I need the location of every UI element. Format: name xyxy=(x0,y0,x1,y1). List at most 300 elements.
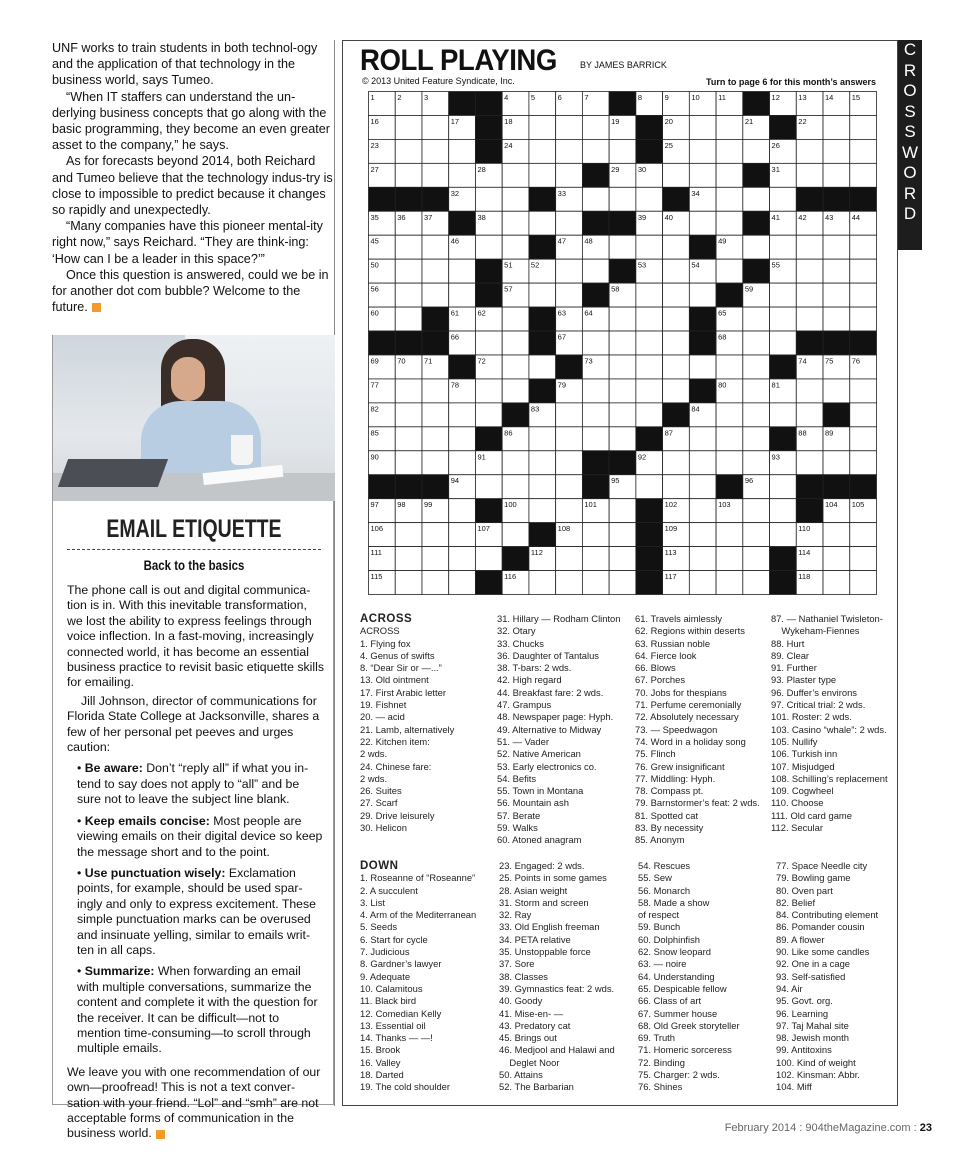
grid-cell[interactable] xyxy=(743,187,770,211)
black-square xyxy=(636,547,663,571)
sidebar-paragraph: The phone call is out and digital communica-tion is in. With this inevitable transformation, we lost the ability to express feelings through voice inflection. In a fast-moving, increasingly connected world, it has become an essential business practice to revisit basic etiquette skills for emailing. xyxy=(67,583,324,690)
clue: 27. Scarf xyxy=(360,797,398,809)
cell-number: 98 xyxy=(397,500,406,510)
grid-cell[interactable] xyxy=(529,571,556,595)
clue: 51. — Vader xyxy=(497,735,549,747)
grid-cell[interactable] xyxy=(395,283,422,307)
grid-cell[interactable] xyxy=(663,451,690,475)
clue: 42. High regard xyxy=(497,674,562,686)
grid-cell[interactable] xyxy=(582,331,609,355)
grid-cell[interactable] xyxy=(770,307,797,331)
grid-cell[interactable] xyxy=(609,187,636,211)
grid-cell[interactable] xyxy=(556,259,583,283)
grid-cell[interactable] xyxy=(449,139,476,163)
grid-cell[interactable] xyxy=(449,499,476,523)
grid-cell[interactable] xyxy=(743,547,770,571)
grid-cell[interactable] xyxy=(743,235,770,259)
grid-cell[interactable] xyxy=(636,235,663,259)
cell-number: 2 xyxy=(397,93,402,102)
cell-number: 26 xyxy=(771,140,780,150)
grid-cell[interactable] xyxy=(529,475,556,499)
cell-number: 68 xyxy=(718,332,727,342)
grid-cell[interactable] xyxy=(475,547,502,571)
grid-cell[interactable] xyxy=(395,403,422,427)
grid-cell[interactable] xyxy=(716,115,743,139)
grid-cell[interactable] xyxy=(475,187,502,211)
clue: 43. Predatory cat xyxy=(499,1019,571,1031)
grid-cell[interactable] xyxy=(850,283,877,307)
across-clues-col3 xyxy=(635,613,769,847)
grid-cell[interactable] xyxy=(850,451,877,475)
grid-cell[interactable] xyxy=(770,283,797,307)
grid-cell[interactable] xyxy=(395,427,422,451)
grid-cell[interactable] xyxy=(582,259,609,283)
grid-cell[interactable] xyxy=(743,523,770,547)
grid-cell[interactable] xyxy=(689,571,716,595)
grid-cell[interactable] xyxy=(850,307,877,331)
grid-cell[interactable] xyxy=(422,259,449,283)
grid-cell[interactable] xyxy=(475,475,502,499)
clue: 55. Sew xyxy=(638,872,672,884)
grid-cell[interactable] xyxy=(395,163,422,187)
cell-number: 6 xyxy=(557,93,562,102)
cell-number: 8 xyxy=(637,93,643,102)
across-heading: ACROSS xyxy=(360,613,413,625)
clue: 54. Befits xyxy=(497,772,537,784)
grid-cell[interactable] xyxy=(850,379,877,403)
grid-cell[interactable] xyxy=(823,571,850,595)
grid-cell[interactable] xyxy=(422,139,449,163)
grid-cell[interactable] xyxy=(395,259,422,283)
grid-cell[interactable] xyxy=(556,451,583,475)
grid-cell[interactable] xyxy=(556,571,583,595)
clue: 8. “Dear Sir or —...” xyxy=(360,662,442,674)
grid-cell[interactable] xyxy=(850,427,877,451)
clue: 99. Antitoxins xyxy=(776,1044,832,1056)
grid-cell[interactable] xyxy=(743,355,770,379)
black-square xyxy=(502,547,529,571)
black-square xyxy=(743,92,770,116)
cell-number: 73 xyxy=(584,356,593,366)
grid-cell[interactable] xyxy=(556,547,583,571)
grid-cell[interactable] xyxy=(582,139,609,163)
grid-cell[interactable] xyxy=(636,379,663,403)
cell-number: 51 xyxy=(504,260,513,270)
grid-cell[interactable] xyxy=(636,355,663,379)
grid-cell[interactable] xyxy=(663,331,690,355)
grid-cell[interactable] xyxy=(689,499,716,523)
grid-cell[interactable] xyxy=(529,499,556,523)
grid-cell[interactable] xyxy=(850,235,877,259)
grid-cell[interactable] xyxy=(422,451,449,475)
grid-cell[interactable] xyxy=(743,571,770,595)
grid-cell[interactable] xyxy=(636,475,663,499)
grid-cell[interactable] xyxy=(823,115,850,139)
grid-cell[interactable] xyxy=(475,379,502,403)
grid-cell[interactable] xyxy=(502,475,529,499)
grid-cell[interactable] xyxy=(716,355,743,379)
grid-cell[interactable] xyxy=(850,139,877,163)
grid-cell[interactable] xyxy=(609,235,636,259)
grid-cell[interactable] xyxy=(663,307,690,331)
grid-cell[interactable] xyxy=(823,235,850,259)
tip-label: Keep emails concise: xyxy=(84,813,210,828)
black-square xyxy=(850,475,877,499)
grid-cell[interactable] xyxy=(422,523,449,547)
grid-cell[interactable] xyxy=(556,403,583,427)
grid-cell[interactable] xyxy=(609,355,636,379)
side-label-letter: D xyxy=(903,204,917,223)
grid-cell[interactable] xyxy=(449,427,476,451)
grid-cell[interactable] xyxy=(743,427,770,451)
cell-number: 75 xyxy=(825,356,834,366)
grid-cell[interactable] xyxy=(609,523,636,547)
grid-cell[interactable] xyxy=(422,571,449,595)
grid-cell[interactable] xyxy=(636,307,663,331)
grid-cell[interactable] xyxy=(689,547,716,571)
grid-cell[interactable] xyxy=(689,523,716,547)
black-square xyxy=(823,475,850,499)
grid-cell[interactable] xyxy=(636,403,663,427)
grid-cell[interactable] xyxy=(475,235,502,259)
across-clues-col4 xyxy=(771,613,895,834)
grid-cell[interactable] xyxy=(770,235,797,259)
cell-number: 76 xyxy=(851,356,861,366)
grid-cell[interactable] xyxy=(395,379,422,403)
grid-cell[interactable] xyxy=(449,163,476,187)
grid-cell[interactable] xyxy=(663,235,690,259)
cell-number: 38 xyxy=(477,212,486,222)
grid-cell[interactable] xyxy=(716,259,743,283)
grid-cell[interactable] xyxy=(663,355,690,379)
grid-cell[interactable] xyxy=(609,307,636,331)
grid-cell[interactable] xyxy=(689,283,716,307)
cell-number: 55 xyxy=(771,260,780,270)
grid-cell[interactable] xyxy=(770,523,797,547)
clue: 82. Belief xyxy=(776,896,816,908)
grid-cell[interactable] xyxy=(395,523,422,547)
grid-cell[interactable] xyxy=(743,451,770,475)
article-paragraph: “Many companies have this pioneer mental-ity right now,” says Reichard. “They are think-ing: ‘How can I be a leader in this space?’” xyxy=(52,219,323,266)
clue: 10. Calamitous xyxy=(360,982,423,994)
grid-cell[interactable] xyxy=(556,475,583,499)
grid-cell[interactable] xyxy=(796,259,823,283)
grid-cell[interactable] xyxy=(609,403,636,427)
grid-cell[interactable] xyxy=(475,331,502,355)
grid-cell[interactable] xyxy=(502,187,529,211)
grid-cell[interactable] xyxy=(689,163,716,187)
clue: 12. Comedian Kelly xyxy=(360,1007,442,1019)
grid-cell[interactable] xyxy=(689,475,716,499)
sidebar-subheading: Back to the basics xyxy=(143,557,245,573)
black-square xyxy=(743,211,770,235)
black-square xyxy=(689,307,716,331)
grid-cell[interactable] xyxy=(529,427,556,451)
grid-cell[interactable] xyxy=(609,427,636,451)
grid-cell[interactable] xyxy=(770,187,797,211)
grid-cell[interactable] xyxy=(502,355,529,379)
grid-cell[interactable] xyxy=(422,115,449,139)
grid-cell[interactable] xyxy=(609,499,636,523)
clue: 3. List xyxy=(360,896,386,908)
grid-cell[interactable] xyxy=(556,427,583,451)
grid-cell[interactable] xyxy=(716,403,743,427)
grid-cell[interactable] xyxy=(636,283,663,307)
grid-cell[interactable] xyxy=(502,307,529,331)
grid-cell[interactable] xyxy=(556,163,583,187)
clue: 11. Black bird xyxy=(360,995,417,1007)
cell-number: 116 xyxy=(504,572,517,582)
grid-cell[interactable] xyxy=(743,379,770,403)
grid-cell[interactable] xyxy=(422,163,449,187)
cell-number: 12 xyxy=(771,93,780,102)
black-square xyxy=(823,187,850,211)
grid-cell[interactable] xyxy=(529,451,556,475)
black-square xyxy=(663,187,690,211)
grid-cell[interactable] xyxy=(609,139,636,163)
grid-cell[interactable] xyxy=(422,283,449,307)
grid-cell[interactable] xyxy=(395,571,422,595)
grid-cell[interactable] xyxy=(796,379,823,403)
black-square xyxy=(475,427,502,451)
grid-cell[interactable] xyxy=(449,403,476,427)
grid-cell[interactable] xyxy=(716,571,743,595)
grid-cell[interactable] xyxy=(395,547,422,571)
grid-cell[interactable] xyxy=(422,379,449,403)
grid-cell[interactable] xyxy=(582,379,609,403)
cell-number: 1 xyxy=(370,93,375,102)
grid-cell[interactable] xyxy=(529,139,556,163)
black-square xyxy=(475,92,502,116)
clue: 25. Points in some games xyxy=(499,872,607,884)
grid-cell[interactable] xyxy=(663,379,690,403)
grid-cell[interactable] xyxy=(743,331,770,355)
grid-cell[interactable] xyxy=(556,211,583,235)
grid-cell[interactable] xyxy=(529,355,556,379)
cell-number: 115 xyxy=(370,572,383,582)
grid-cell[interactable] xyxy=(449,451,476,475)
clue: 90. Like some candles xyxy=(776,946,870,958)
clue: 62. Snow leopard xyxy=(638,946,711,958)
grid-cell[interactable] xyxy=(502,235,529,259)
grid-cell[interactable] xyxy=(422,235,449,259)
clue: 61. Travels aimlessly xyxy=(635,613,723,624)
cell-number: 103 xyxy=(718,500,731,510)
cell-number: 110 xyxy=(798,524,811,534)
cell-number: 10 xyxy=(691,93,700,102)
grid-cell[interactable] xyxy=(743,403,770,427)
grid-cell[interactable] xyxy=(582,571,609,595)
cell-number: 78 xyxy=(450,380,460,390)
grid-cell[interactable] xyxy=(823,139,850,163)
grid-cell[interactable] xyxy=(716,139,743,163)
black-square xyxy=(796,475,823,499)
black-square xyxy=(582,451,609,475)
grid-cell[interactable] xyxy=(796,451,823,475)
grid-cell[interactable] xyxy=(689,451,716,475)
grid-cell[interactable] xyxy=(850,259,877,283)
grid-cell[interactable] xyxy=(582,403,609,427)
grid-cell[interactable] xyxy=(716,523,743,547)
grid-cell[interactable] xyxy=(823,523,850,547)
clue: 69. Truth xyxy=(638,1032,676,1044)
grid-cell[interactable] xyxy=(663,475,690,499)
grid-cell[interactable] xyxy=(663,259,690,283)
grid-cell[interactable] xyxy=(689,211,716,235)
grid-cell[interactable] xyxy=(716,163,743,187)
grid-cell[interactable] xyxy=(796,235,823,259)
grid-cell[interactable] xyxy=(582,547,609,571)
grid-cell[interactable] xyxy=(395,451,422,475)
cell-number: 63 xyxy=(557,308,567,318)
grid-cell[interactable] xyxy=(449,523,476,547)
grid-cell[interactable] xyxy=(636,331,663,355)
black-square xyxy=(689,331,716,355)
grid-cell[interactable] xyxy=(663,163,690,187)
grid-cell[interactable] xyxy=(850,403,877,427)
grid-cell[interactable] xyxy=(716,427,743,451)
grid-cell[interactable] xyxy=(850,547,877,571)
grid-cell[interactable] xyxy=(395,235,422,259)
grid-cell[interactable] xyxy=(823,307,850,331)
article-paragraph: UNF works to train students in both technol-ogy and the application of that technology in the business world, says Tumeo. xyxy=(52,41,318,88)
grid-cell[interactable] xyxy=(716,547,743,571)
grid-cell[interactable] xyxy=(743,139,770,163)
grid-cell[interactable] xyxy=(770,475,797,499)
grid-cell[interactable] xyxy=(743,499,770,523)
grid-cell[interactable] xyxy=(796,283,823,307)
black-square xyxy=(556,355,583,379)
tip-label: Use punctuation wisely: xyxy=(84,865,226,880)
cell-number: 27 xyxy=(370,164,379,174)
grid-cell[interactable] xyxy=(796,307,823,331)
grid-cell[interactable] xyxy=(449,283,476,307)
crossword-grid[interactable] xyxy=(368,91,877,595)
cell-number: 70 xyxy=(397,356,406,366)
clue-list xyxy=(499,860,635,1094)
grid-cell[interactable] xyxy=(449,547,476,571)
clue: 22. Kitchen item: xyxy=(360,735,430,747)
grid-cell[interactable] xyxy=(770,331,797,355)
grid-cell[interactable] xyxy=(609,331,636,355)
grid-cell[interactable] xyxy=(636,187,663,211)
grid-cell[interactable] xyxy=(716,451,743,475)
clue: 78. Compass pt. xyxy=(635,785,704,797)
clue: 52. Native American xyxy=(497,748,581,760)
grid-cell[interactable] xyxy=(395,307,422,331)
grid-cell[interactable] xyxy=(502,379,529,403)
grid-cell[interactable] xyxy=(796,403,823,427)
grid-cell[interactable] xyxy=(502,523,529,547)
grid-cell[interactable] xyxy=(449,259,476,283)
cell-number: 9 xyxy=(664,93,669,102)
grid-cell[interactable] xyxy=(689,139,716,163)
grid-cell[interactable] xyxy=(609,571,636,595)
clue: 66. Blows xyxy=(635,662,676,674)
grid-cell[interactable] xyxy=(663,283,690,307)
grid-cell[interactable] xyxy=(796,139,823,163)
grid-cell[interactable] xyxy=(422,403,449,427)
cell-number: 52 xyxy=(530,260,540,270)
cell-number: 25 xyxy=(664,140,673,150)
grid-cell[interactable] xyxy=(395,139,422,163)
grid-cell[interactable] xyxy=(556,499,583,523)
grid-cell[interactable] xyxy=(502,331,529,355)
grid-cell[interactable] xyxy=(422,547,449,571)
black-square xyxy=(850,331,877,355)
grid-cell[interactable] xyxy=(609,379,636,403)
grid-cell[interactable] xyxy=(716,211,743,235)
grid-cell[interactable] xyxy=(582,523,609,547)
clue: 9. Adequate xyxy=(360,970,411,982)
grid-cell[interactable] xyxy=(823,283,850,307)
grid-cell[interactable] xyxy=(529,163,556,187)
grid-cell[interactable] xyxy=(529,115,556,139)
grid-cell[interactable] xyxy=(556,283,583,307)
grid-cell[interactable] xyxy=(823,547,850,571)
grid-cell[interactable] xyxy=(689,115,716,139)
grid-cell[interactable] xyxy=(823,259,850,283)
grid-cell[interactable] xyxy=(582,427,609,451)
grid-cell[interactable] xyxy=(850,523,877,547)
grid-cell[interactable] xyxy=(582,187,609,211)
cell-number: 64 xyxy=(584,308,593,318)
grid-cell[interactable] xyxy=(823,163,850,187)
grid-cell[interactable] xyxy=(529,283,556,307)
grid-cell[interactable] xyxy=(422,427,449,451)
grid-cell[interactable] xyxy=(502,451,529,475)
grid-cell[interactable] xyxy=(689,427,716,451)
cell-number: 108 xyxy=(557,524,571,534)
cell-number: 65 xyxy=(718,308,727,318)
clue: 68. Old Greek storyteller xyxy=(638,1019,740,1031)
grid-cell[interactable] xyxy=(796,163,823,187)
clue: 71. Homeric sorceress xyxy=(638,1044,732,1056)
side-label-letter: R xyxy=(903,183,917,203)
clue-list xyxy=(360,872,495,1093)
clue: 103. Casino “whale”: 2 wds. xyxy=(771,723,887,735)
grid-cell[interactable] xyxy=(850,163,877,187)
tip-item: • Use punctuation wisely: Exclamation points, for example, should be used spar-ingly and only to express excitement. These simple punctuation marks can be overused and insinuate yelling, similar to emails writ-ten in all caps. xyxy=(77,865,317,957)
grid-cell[interactable] xyxy=(823,379,850,403)
grid-cell[interactable] xyxy=(770,403,797,427)
grid-cell[interactable] xyxy=(556,139,583,163)
down-clues-col2 xyxy=(499,860,635,1094)
grid-cell[interactable] xyxy=(850,115,877,139)
grid-cell[interactable] xyxy=(475,403,502,427)
grid-cell[interactable] xyxy=(850,571,877,595)
grid-cell[interactable] xyxy=(449,571,476,595)
grid-cell[interactable] xyxy=(689,355,716,379)
clue: 5. Seeds xyxy=(360,921,398,933)
grid-cell[interactable] xyxy=(770,499,797,523)
grid-cell[interactable] xyxy=(823,451,850,475)
black-square xyxy=(475,139,502,163)
grid-cell[interactable] xyxy=(609,547,636,571)
clue: 92. One in a cage xyxy=(776,958,851,970)
grid-cell[interactable] xyxy=(529,211,556,235)
grid-cell[interactable] xyxy=(716,187,743,211)
clue: 66. Class of art xyxy=(638,995,702,1007)
cell-number: 71 xyxy=(423,356,433,366)
grid-cell[interactable] xyxy=(502,163,529,187)
grid-cell[interactable] xyxy=(556,115,583,139)
grid-cell[interactable] xyxy=(743,307,770,331)
grid-cell[interactable] xyxy=(395,115,422,139)
grid-cell[interactable] xyxy=(502,211,529,235)
clue: 35. Unstoppable force xyxy=(499,946,591,958)
grid-cell[interactable] xyxy=(582,115,609,139)
